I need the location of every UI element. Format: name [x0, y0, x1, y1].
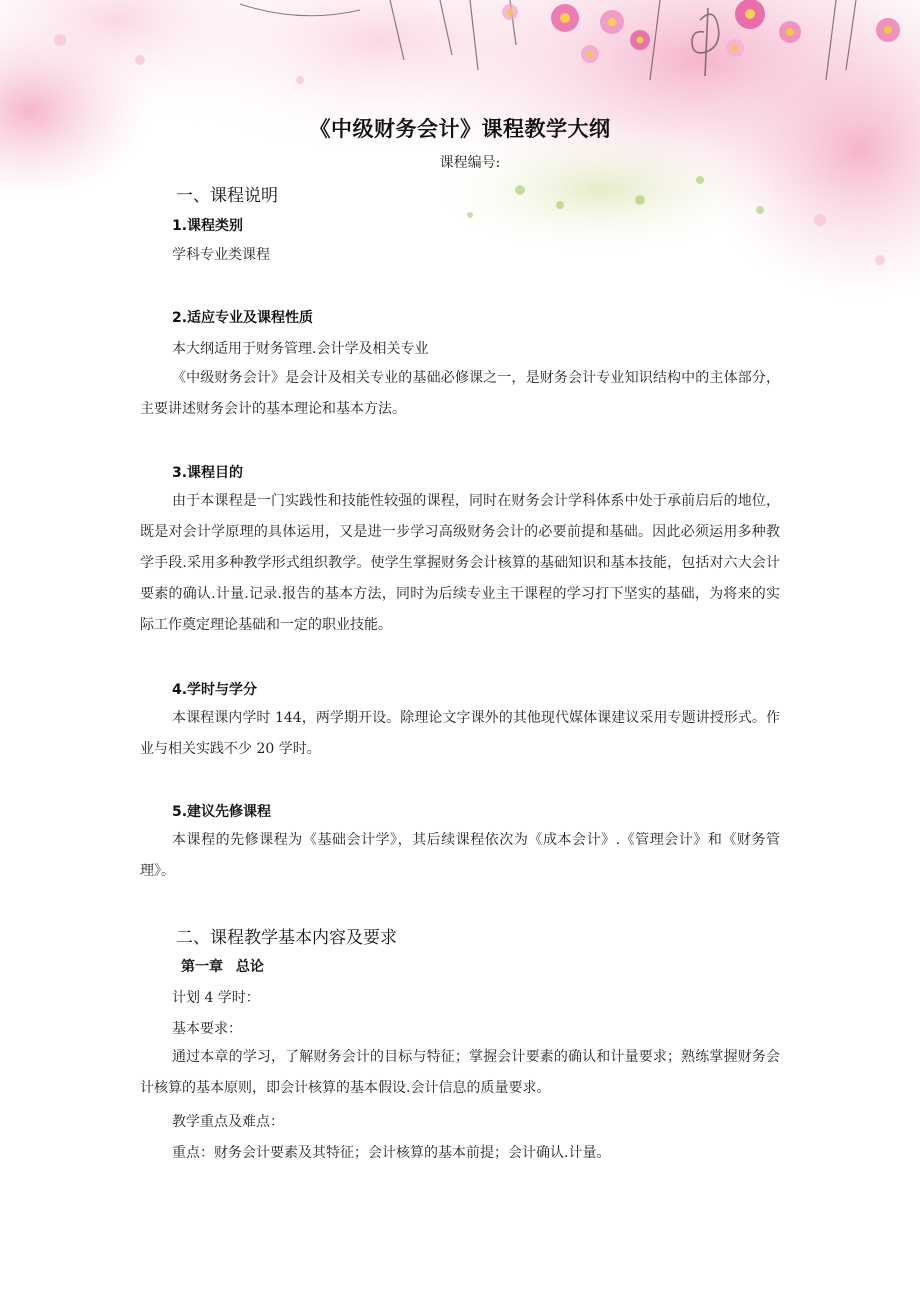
item-heading-hours-credits: 4.学时与学分: [172, 682, 258, 698]
course-code-label: 课程编号:: [439, 155, 501, 171]
course-purpose-paragraph: 由于本课程是一门实践性和技能性较强的课程，同时在财务会计学科体系中处于承前启后的地位，既是对会计学原理的具体运用，又是进一步学习高级财务会计的必要前提和基础。因此必须运用多种教学手段.采用多种教学形式组织教学。使学生掌握财务会计核算的基础知识和基本技能，包括对六大会计要素的确认.计量.记录.报告的基本方法，同时为后续专业主干课程的学习打下坚实的基础，为将来的实际工作奠定理论基础和一定的职业技能。: [140, 493, 780, 633]
prerequisites-paragraph: 本课程的先修课程为《基础会计学》，其后续课程依次为《成本会计》.《管理会计》和《财务管理》。: [140, 832, 780, 879]
course-nature-paragraph: 《中级财务会计》是会计及相关专业的基础必修课之一，是财务会计专业知识结构中的主体部分，主要讲述财务会计的基本理论和基本方法。: [140, 370, 780, 417]
section-heading-1: 一、课程说明: [176, 186, 278, 206]
item-heading-prerequisites: 5.建议先修课程: [172, 804, 272, 820]
basic-requirements-paragraph: 通过本章的学习，了解财务会计的目标与特征；掌握会计要素的确认和计量要求；熟练掌握财务会计核算的基本原则，即会计核算的基本假设.会计信息的质量要求。: [140, 1049, 780, 1096]
section-heading-2: 二、课程教学基本内容及要求: [176, 928, 397, 948]
chapter-heading: 第一章 总论: [181, 959, 264, 975]
basic-requirements-label: 基本要求：: [172, 1021, 242, 1037]
document-title: 《中级财务会计》课程教学大纲: [309, 117, 611, 141]
key-points-label: 教学重点及难点：: [172, 1114, 284, 1130]
item-heading-applicable-major: 2.适应专业及课程性质: [172, 310, 314, 326]
item-heading-course-type: 1.课程类别: [172, 218, 244, 234]
hours-credits-paragraph: 本课程课内学时 144，两学期开设。除理论文字课外的其他现代媒体课建议采用专题讲授形式。作业与相关实践不少 20 学时。: [140, 710, 780, 757]
key-points-text: 重点：财务会计要素及其特征；会计核算的基本前提；会计确认.计量。: [172, 1145, 611, 1161]
chapter-plan-hours: 计划 4 学时：: [172, 990, 260, 1006]
applicable-major-text: 本大纲适用于财务管理.会计学及相关专业: [172, 341, 429, 357]
item-heading-course-purpose: 3.课程目的: [172, 465, 244, 481]
course-type-text: 学科专业类课程: [172, 247, 270, 263]
